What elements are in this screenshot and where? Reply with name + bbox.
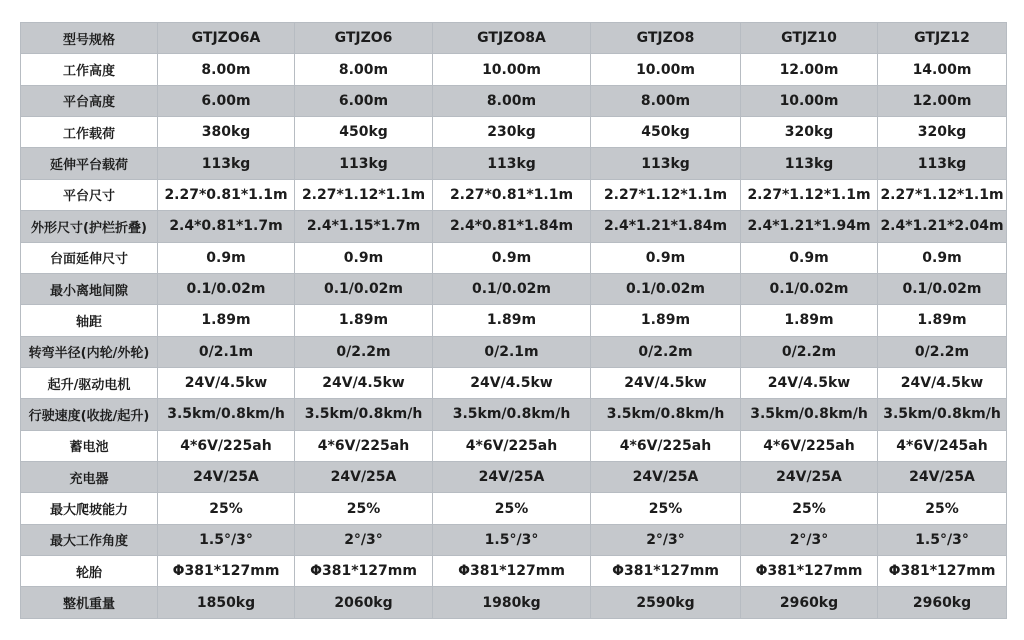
table-row (21, 305, 1007, 336)
spec-value-cell: 4*6V/225ah (295, 430, 433, 461)
spec-value-cell: 3.5km/0.8km/h (591, 399, 741, 430)
spec-value-cell: 8.00m (158, 54, 295, 85)
spec-value-cell: 0.1/0.02m (158, 273, 295, 304)
spec-value-cell: 380kg (158, 117, 295, 148)
table-row (21, 242, 1007, 273)
spec-value-cell: 3.5km/0.8km/h (158, 399, 295, 430)
spec-value-cell: 320kg (741, 117, 878, 148)
spec-value-cell: 2.4*1.21*2.04m (878, 211, 1007, 242)
spec-value-cell: 4*6V/245ah (878, 430, 1007, 461)
spec-value-cell: 24V/25A (741, 462, 878, 493)
spec-value-cell: 0/2.2m (591, 336, 741, 367)
spec-value-cell: 113kg (591, 148, 741, 179)
spec-value-cell: 4*6V/225ah (158, 430, 295, 461)
spec-value-cell: 2060kg (295, 587, 433, 619)
spec-value-cell: 24V/4.5kw (433, 367, 591, 398)
spec-value-cell: 1.89m (591, 305, 741, 336)
spec-value-cell: 12.00m (741, 54, 878, 85)
spec-value-cell: 25% (158, 493, 295, 524)
table-row (21, 399, 1007, 430)
spec-value-cell: 0.9m (433, 242, 591, 273)
spec-value-cell: 3.5km/0.8km/h (295, 399, 433, 430)
spec-value-cell: Φ381*127mm (591, 556, 741, 587)
spec-label-cell: 工作高度 (21, 54, 158, 85)
spec-value-cell: 1.89m (741, 305, 878, 336)
spec-value-cell: 2°/3° (295, 524, 433, 555)
model-header-cell: GTJZO8A (433, 23, 591, 54)
spec-value-cell: 2.27*1.12*1.1m (591, 179, 741, 210)
spec-value-cell: 24V/4.5kw (741, 367, 878, 398)
spec-table-body (21, 23, 1007, 619)
spec-value-cell: 1.89m (158, 305, 295, 336)
table-row (21, 117, 1007, 148)
table-row (21, 54, 1007, 85)
spec-value-cell: 1.5°/3° (433, 524, 591, 555)
spec-value-cell: 113kg (158, 148, 295, 179)
spec-value-cell: 4*6V/225ah (591, 430, 741, 461)
spec-value-cell: 0.1/0.02m (295, 273, 433, 304)
spec-value-cell: 10.00m (433, 54, 591, 85)
spec-value-cell: 3.5km/0.8km/h (741, 399, 878, 430)
model-header-cell: GTJZO6A (158, 23, 295, 54)
spec-value-cell: 2.27*1.12*1.1m (295, 179, 433, 210)
model-header-cell: GTJZ10 (741, 23, 878, 54)
spec-value-cell: 2.27*0.81*1.1m (433, 179, 591, 210)
spec-value-cell: 2°/3° (591, 524, 741, 555)
spec-value-cell: 320kg (878, 117, 1007, 148)
spec-value-cell: 25% (295, 493, 433, 524)
table-row (21, 211, 1007, 242)
spec-value-cell: 14.00m (878, 54, 1007, 85)
spec-label-cell: 轮胎 (21, 556, 158, 587)
spec-label-cell: 平台尺寸 (21, 179, 158, 210)
spec-value-cell: 24V/4.5kw (158, 367, 295, 398)
spec-value-cell: 0.1/0.02m (878, 273, 1007, 304)
spec-value-cell: 8.00m (433, 85, 591, 116)
spec-label-cell: 最大爬坡能力 (21, 493, 158, 524)
spec-value-cell: 25% (433, 493, 591, 524)
table-row (21, 524, 1007, 555)
spec-value-cell: 2.4*1.15*1.7m (295, 211, 433, 242)
spec-value-cell: 0.1/0.02m (591, 273, 741, 304)
spec-value-cell: 0/2.2m (741, 336, 878, 367)
spec-value-cell: 2.4*1.21*1.94m (741, 211, 878, 242)
spec-value-cell: 25% (878, 493, 1007, 524)
spec-value-cell: Φ381*127mm (878, 556, 1007, 587)
spec-value-cell: 0.9m (591, 242, 741, 273)
spec-label-cell: 转弯半径(内轮/外轮) (21, 336, 158, 367)
spec-value-cell: 24V/4.5kw (591, 367, 741, 398)
spec-value-cell: 8.00m (295, 54, 433, 85)
model-header-cell: GTJZO8 (591, 23, 741, 54)
table-row (21, 430, 1007, 461)
spec-value-cell: 0/2.2m (295, 336, 433, 367)
spec-label-cell: 最大工作角度 (21, 524, 158, 555)
spec-value-cell: 12.00m (878, 85, 1007, 116)
table-row (21, 587, 1007, 619)
spec-label-cell: 外形尺寸(护栏折叠) (21, 211, 158, 242)
spec-value-cell: 25% (591, 493, 741, 524)
table-row (21, 367, 1007, 398)
spec-value-cell: 24V/25A (295, 462, 433, 493)
spec-value-cell: 2.4*1.21*1.84m (591, 211, 741, 242)
spec-value-cell: 0.1/0.02m (741, 273, 878, 304)
spec-value-cell: 8.00m (591, 85, 741, 116)
spec-value-cell: Φ381*127mm (433, 556, 591, 587)
spec-value-cell: 2.4*0.81*1.84m (433, 211, 591, 242)
spec-label-cell: 平台高度 (21, 85, 158, 116)
table-header-row (21, 23, 1007, 54)
spec-value-cell: 1.5°/3° (158, 524, 295, 555)
spec-value-cell: Φ381*127mm (158, 556, 295, 587)
spec-label-cell: 工作载荷 (21, 117, 158, 148)
table-row (21, 462, 1007, 493)
spec-value-cell: Φ381*127mm (295, 556, 433, 587)
spec-value-cell: 1.89m (433, 305, 591, 336)
spec-label-cell: 轴距 (21, 305, 158, 336)
spec-value-cell: 113kg (878, 148, 1007, 179)
spec-value-cell: 450kg (591, 117, 741, 148)
spec-value-cell: 10.00m (741, 85, 878, 116)
spec-value-cell: 0/2.1m (433, 336, 591, 367)
spec-label-cell: 台面延伸尺寸 (21, 242, 158, 273)
spec-value-cell: 1.89m (878, 305, 1007, 336)
spec-value-cell: 0/2.2m (878, 336, 1007, 367)
spec-value-cell: 113kg (741, 148, 878, 179)
spec-value-cell: 4*6V/225ah (741, 430, 878, 461)
spec-value-cell: 0/2.1m (158, 336, 295, 367)
spec-value-cell: 2.27*0.81*1.1m (158, 179, 295, 210)
table-row (21, 148, 1007, 179)
spec-value-cell: 24V/25A (158, 462, 295, 493)
spec-value-cell: 2.27*1.12*1.1m (741, 179, 878, 210)
spec-value-cell: 450kg (295, 117, 433, 148)
header-label-cell: 型号规格 (21, 23, 158, 54)
spec-value-cell: 1850kg (158, 587, 295, 619)
spec-value-cell: 2960kg (878, 587, 1007, 619)
spec-value-cell: 113kg (295, 148, 433, 179)
spec-value-cell: 113kg (433, 148, 591, 179)
spec-value-cell: 6.00m (158, 85, 295, 116)
spec-label-cell: 行驶速度(收拢/起升) (21, 399, 158, 430)
table-row (21, 85, 1007, 116)
spec-value-cell: 2°/3° (741, 524, 878, 555)
spec-value-cell: 1980kg (433, 587, 591, 619)
spec-value-cell: 0.9m (295, 242, 433, 273)
spec-value-cell: 24V/25A (433, 462, 591, 493)
table-row (21, 179, 1007, 210)
spec-value-cell: 24V/25A (878, 462, 1007, 493)
spec-value-cell: 0.9m (158, 242, 295, 273)
spec-label-cell: 延伸平台载荷 (21, 148, 158, 179)
spec-value-cell: 4*6V/225ah (433, 430, 591, 461)
spec-value-cell: 24V/25A (591, 462, 741, 493)
spec-value-cell: 3.5km/0.8km/h (433, 399, 591, 430)
spec-value-cell: 6.00m (295, 85, 433, 116)
spec-value-cell: 10.00m (591, 54, 741, 85)
spec-value-cell: 24V/4.5kw (295, 367, 433, 398)
spec-value-cell: 0.9m (878, 242, 1007, 273)
spec-value-cell: 1.89m (295, 305, 433, 336)
spec-value-cell: Φ381*127mm (741, 556, 878, 587)
spec-value-cell: 25% (741, 493, 878, 524)
spec-label-cell: 最小离地间隙 (21, 273, 158, 304)
spec-label-cell: 整机重量 (21, 587, 158, 619)
spec-value-cell: 3.5km/0.8km/h (878, 399, 1007, 430)
spec-table (20, 22, 1007, 619)
spec-value-cell: 0.1/0.02m (433, 273, 591, 304)
model-header-cell: GTJZ12 (878, 23, 1007, 54)
spec-value-cell: 2960kg (741, 587, 878, 619)
spec-label-cell: 蓄电池 (21, 430, 158, 461)
table-row (21, 273, 1007, 304)
table-row (21, 556, 1007, 587)
spec-value-cell: 2.4*0.81*1.7m (158, 211, 295, 242)
spec-label-cell: 起升/驱动电机 (21, 367, 158, 398)
spec-label-cell: 充电器 (21, 462, 158, 493)
model-header-cell: GTJZO6 (295, 23, 433, 54)
spec-value-cell: 2.27*1.12*1.1m (878, 179, 1007, 210)
spec-value-cell: 230kg (433, 117, 591, 148)
table-row (21, 336, 1007, 367)
spec-value-cell: 2590kg (591, 587, 741, 619)
table-row (21, 493, 1007, 524)
spec-value-cell: 24V/4.5kw (878, 367, 1007, 398)
spec-value-cell: 1.5°/3° (878, 524, 1007, 555)
spec-value-cell: 0.9m (741, 242, 878, 273)
